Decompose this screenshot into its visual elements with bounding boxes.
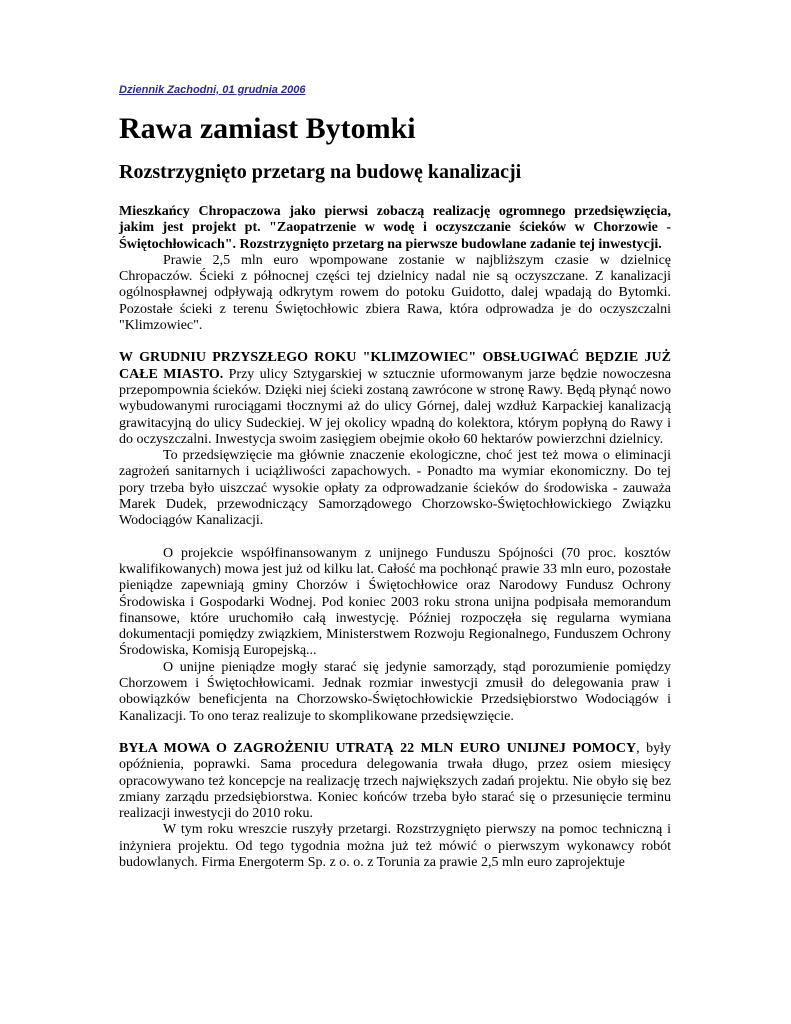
paragraph-6: [119, 741, 671, 822]
paragraph-4: O projekcie współfinansowanym z unijnego Funduszu Spójności (70 proc. kosztów kwalifikowanych) mowa jest już od kilku lat. Całość ma pochłonąć prawie 33 mln euro, pozostałe pieniądze zapewniają gminy Chorzów i Świętochłowice oraz Narodowy Fundusz Ochrony Środowiska i Gospodarki Wodnej. Pod koniec 2003 roku strona unijna podpisała memorandum finansowe, które uruchomiło całą inwestycję. Później rozpoczęła się regularna wymiana dokumentacji pomiędzy związkiem, Ministerstwem Rozwoju Regionalnego, Funduszem Ochrony Środowiska, Komisją Europejską...: [119, 545, 671, 659]
paragraph-5: O unijne pieniądze mogły starać się jedynie samorządy, stąd porozumienie pomiędzy Chorzowem i Świętochłowicami. Jednak rozmiar inwestycji zmusił do delegowania praw i obowiązków beneficjenta na Chorzowsko-Świętochłowickie Przedsiębiorstwo Wodociągów i Kanalizacji. To ono teraz realizuje to skomplikowane przedsięwzięcie.: [119, 659, 671, 724]
lead-paragraph: Mieszkańcy Chropaczowa jako pierwsi zobaczą realizację ogromnego przedsięwzięcia, jakim jest projekt pt. "Zaopatrzenie w wodę i oczyszczanie ścieków w Chorzowie - Świętochłowicach". Rozstrzygnięto przetarg na pierwsze budowlane zadanie tej inwestycji.: [119, 204, 671, 252]
source-link[interactable]: Dziennik Zachodni, 01 grudnia 2006: [119, 84, 306, 96]
paragraph-2-heading: W GRUDNIU PRZYSZŁEGO ROKU "KLIMZOWIEC" OBSŁUGIWAĆ BĘDZIE JUŻ CAŁE MIASTO.: [119, 350, 671, 382]
paragraph-6-heading: BYŁA MOWA O ZAGROŻENIU UTRATĄ 22 MLN EURO UNIJNEJ POMOCY: [119, 740, 637, 756]
article-title: Rawa zamiast Bytomki: [119, 112, 416, 145]
article-subtitle: Rozstrzygnięto przetarg na budowę kanalizacji: [119, 161, 522, 183]
paragraph-3: To przedsięwzięcie ma głównie znaczenie ekologiczne, choć jest też mowa o eliminacji zagrożeń sanitarnych i uciążliwości zapachowych. - Ponadto ma wymiar ekonomiczny. Do tej pory trzeba było uiszczać wysokie opłaty za odprowadzanie ścieków do środowiska - zauważa Marek Dudek, przewodniczący Samorządowego Chorzowsko-Świętochłowickiego Związku Wodociągów Kanalizacji.: [119, 448, 671, 529]
paragraph-6-text: , były opóźnienia, poprawki. Sama procedura delegowania trwała długo, przez osiem miesięcy opracowywano też koncepcje na realizację trzech największych zadań projektu. Nie obyło się bez zmiany zarządu przedsiębiorstwa. Koniec końców trzeba było starać się o przesunięcie terminu realizacji inwestycji do 2010 roku.: [119, 740, 671, 822]
paragraph-7: W tym roku wreszcie ruszyły przetargi. Rozstrzygnięto pierwszy na pomoc techniczną i inżyniera projektu. Od tego tygodnia można już też mówić o pierwszym wykonawcy robót budowlanych. Firma Energoterm Sp. z o. o. z Torunia za prawie 2,5 mln euro zaprojektuje: [119, 822, 671, 870]
paragraph-1: Prawie 2,5 mln euro wpompowane zostanie w najbliższym czasie w dzielnicę Chropaczów. Ścieki z północnej części tej dzielnicy nadal nie są oczyszczane. Z kanalizacji ogólnospławnej odpływają odkrytym rowem do potoku Guidotto, dalej wpadają do Bytomki. Pozostałe ścieki z terenu Świętochłowic zbiera Rawa, która odprowadza je do oczyszczalni "Klimzowiec".: [119, 252, 671, 334]
article-body: [119, 204, 671, 871]
paragraph-2: [119, 350, 671, 448]
paragraph-2-text: Przy ulicy Sztygarskiej w sztucznie uformowanym jarze będzie nowoczesna przepompownia ścieków. Dzięki niej ścieki zostaną zawrócone w stronę Rawy. Będą płynąć nowo wybudowanymi rurociągami tłocznymi aż do ulicy Górnej, dalej wzdłuż Karpackiej kanalizacją grawitacyjną do ulicy Sudeckiej. W jej okolicy wpadną do kolektora, którym popłyną do Rawy i do oczyszczalni. Inwestycja swoim zasięgiem obejmie około 60 hektarów powierzchni dzielnicy.: [119, 366, 671, 447]
